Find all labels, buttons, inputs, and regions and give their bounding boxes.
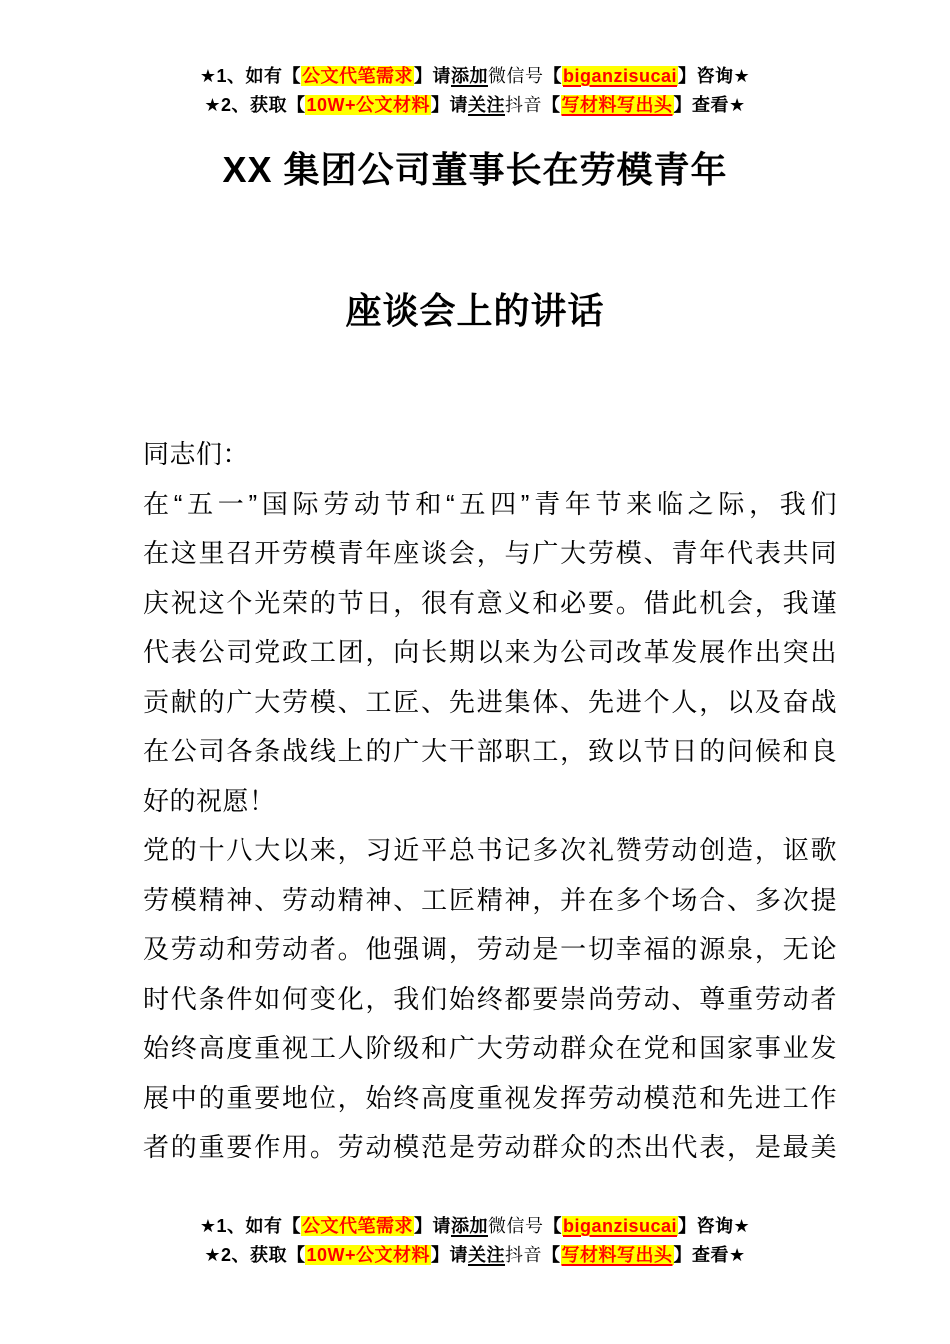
promo-highlight-douyin-id: 写材料写出头 [561, 1245, 673, 1265]
body-line: 在公司各条战线上的广大干部职工，致以节日的问候和良 [143, 736, 837, 766]
promo-banner-top [0, 62, 950, 120]
promo-text: ★1、如有【 [199, 1216, 301, 1236]
promo-line-1 [0, 62, 950, 91]
promo-text: 】查看★ [673, 1245, 746, 1265]
promo-text: 】咨询★ [678, 1216, 751, 1236]
promo-highlight-wechat-id: biganzisucai [562, 1216, 678, 1236]
promo-underline-add: 添加 [450, 66, 488, 86]
body-line: 时代条件如何变化，我们始终都要崇尚劳动、尊重劳动者 [143, 983, 837, 1014]
promo-text: 】请 [413, 66, 451, 86]
promo-text: ★2、获取【 [204, 95, 306, 115]
promo-highlight-materials: 10W+公文材料 [306, 1245, 431, 1265]
body-line: 者的重要作用。劳动模范是劳动群众的杰出代表，是最美 [143, 1132, 837, 1162]
promo-text: 抖音 [505, 1245, 543, 1265]
body-line: 贡献的广大劳模、工匠、先进集体、先进个人，以及奋战 [143, 686, 837, 717]
promo-text: ★1、如有【 [199, 66, 301, 86]
promo-highlight-service: 公文代笔需求 [301, 1216, 413, 1236]
promo-text: 抖音 [505, 95, 543, 115]
body-line: 及劳动和劳动者。他强调，劳动是一切幸福的源泉，无论 [143, 934, 837, 964]
promo-text: 【 [543, 66, 562, 86]
document-title-line2: 座谈会上的讲话 [345, 290, 605, 331]
promo-highlight-douyin-id: 写材料写出头 [561, 95, 673, 115]
promo-underline-follow: 关注 [468, 95, 506, 115]
body-line: 劳模精神、劳动精神、工匠精神，并在多个场合、多次提 [143, 884, 837, 915]
promo-text: 微信号 [487, 66, 544, 86]
promo-text: 【 [542, 95, 561, 115]
promo-text: 】查看★ [673, 95, 746, 115]
body-line: 展中的重要地位，始终高度重视发挥劳动模范和先进工作 [143, 1082, 837, 1113]
promo-highlight-wechat-id: biganzisucai [562, 66, 678, 86]
body-line: 同志们： [143, 439, 250, 469]
promo-highlight-materials: 10W+公文材料 [306, 95, 431, 115]
document-body [143, 430, 837, 1173]
body-line: 代表公司党政工团，向长期以来为公司改革发展作出突出 [143, 637, 837, 667]
body-line: 始终高度重视工人阶级和广大劳动群众在党和国家事业发 [143, 1033, 837, 1063]
promo-line-1 [0, 1212, 950, 1241]
body-line: 在“五一”国际劳动节和“五四”青年节来临之际，我们 [143, 488, 837, 519]
promo-text: 】请 [431, 1245, 469, 1265]
promo-line-2 [0, 1241, 950, 1270]
promo-text: 】请 [413, 1216, 451, 1236]
promo-text: 微信号 [487, 1216, 544, 1236]
promo-text: 【 [543, 1216, 562, 1236]
promo-text: 】咨询★ [678, 66, 751, 86]
promo-text: 【 [542, 1245, 561, 1265]
body-line: 党的十八大以来，习近平总书记多次礼赞劳动创造，讴歌 [143, 835, 837, 865]
body-line: 好的祝愿！ [143, 785, 276, 816]
promo-banner-bottom [0, 1212, 950, 1270]
promo-text: ★2、获取【 [204, 1245, 306, 1265]
promo-line-2 [0, 91, 950, 120]
promo-underline-follow: 关注 [468, 1245, 506, 1265]
body-line: 在这里召开劳模青年座谈会，与广大劳模、青年代表共同 [143, 538, 837, 568]
promo-highlight-service: 公文代笔需求 [301, 66, 413, 86]
document-title-line1: XX 集团公司董事长在劳模青年 [222, 149, 728, 190]
promo-text: 】请 [431, 95, 469, 115]
body-line: 庆祝这个光荣的节日，很有意义和必要。借此机会，我谨 [143, 587, 837, 618]
promo-underline-add: 添加 [450, 1216, 488, 1236]
